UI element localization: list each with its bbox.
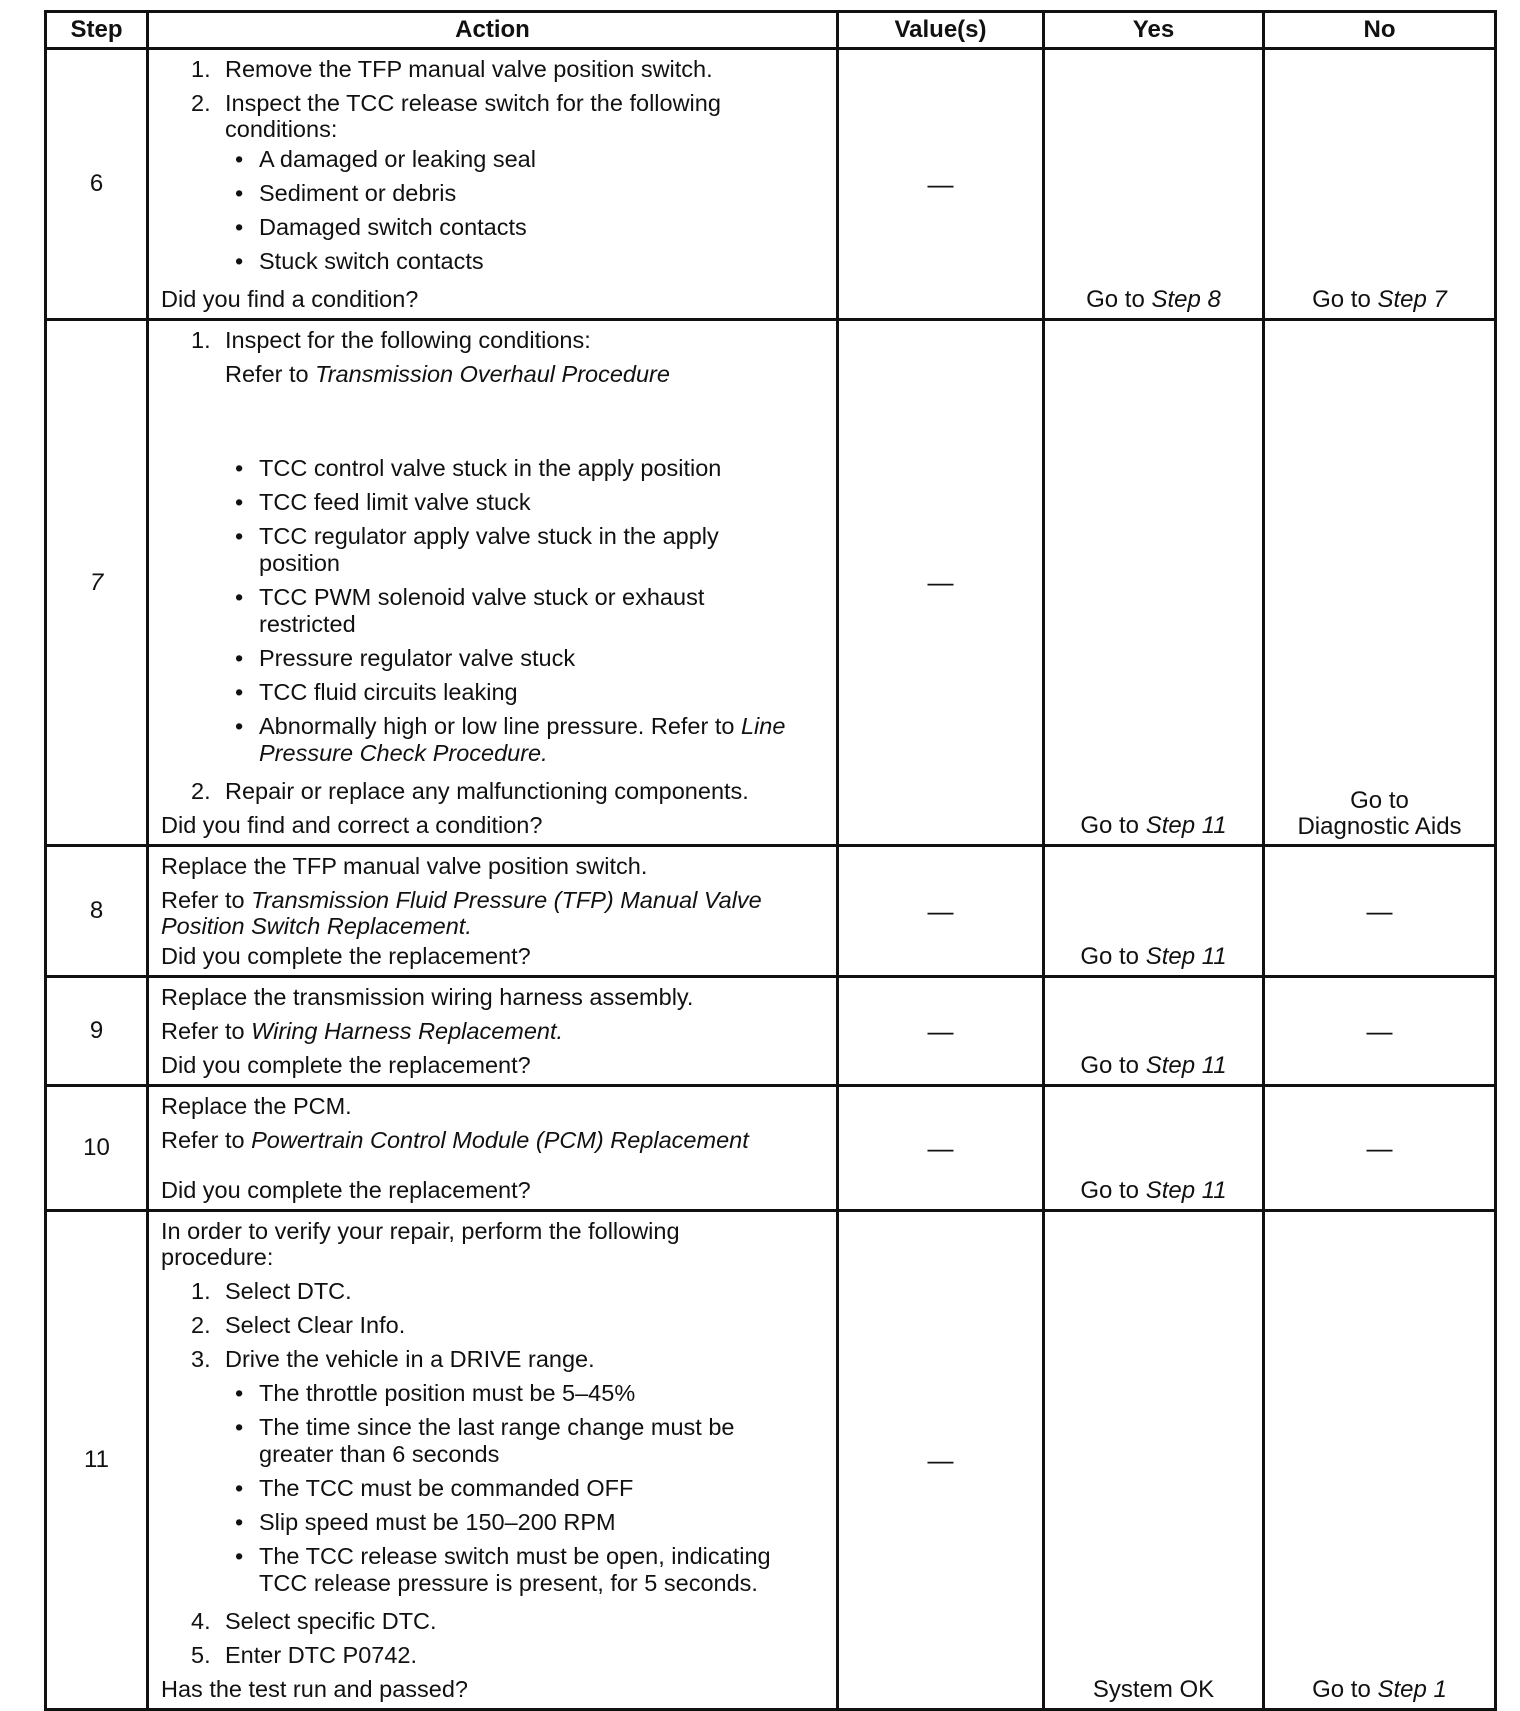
header-no: No — [1264, 12, 1496, 49]
yes-cell: Go to Step 11 — [1044, 1086, 1264, 1211]
question: Did you complete the replacement? — [161, 1052, 531, 1078]
no-cell: Go to Diagnostic Aids — [1264, 320, 1496, 846]
action-item: 1. Remove the TFP manual valve position switch. — [191, 56, 713, 82]
bullet-item: • TCC fluid circuits leaking — [161, 679, 828, 706]
no-cell: — — [1264, 977, 1496, 1086]
step-number: 7 — [46, 320, 148, 846]
value-cell: — — [838, 977, 1044, 1086]
header-yes: Yes — [1044, 12, 1264, 49]
bullet-item: • The throttle position must be 5–45% — [161, 1380, 828, 1407]
no-cell: Go to Step 1 — [1264, 1211, 1496, 1710]
yes-cell: Go to Step 11 — [1044, 846, 1264, 977]
value-cell: — — [838, 49, 1044, 320]
step-link[interactable]: Step 8 — [1151, 286, 1221, 313]
bullet-item: • TCC regulator apply valve stuck in the apply position — [161, 523, 828, 577]
table-row-step-6 — [46, 49, 1496, 320]
step-number: 10 — [46, 1086, 148, 1211]
action-cell — [148, 846, 838, 977]
table-row-step-8 — [46, 846, 1496, 977]
table-row-step-7 — [46, 320, 1496, 846]
reference-link[interactable]: Transmission Fluid Pressure (TFP) Manual Valve Position Switch Replacement. — [161, 887, 762, 939]
bullet-item: • The TCC release switch must be open, indicating TCC release pressure is present, for 5 seconds. — [161, 1543, 828, 1597]
refer-line: Refer to Powertrain Control Module (PCM) Replacement — [161, 1127, 749, 1153]
step-number: 11 — [46, 1211, 148, 1710]
bullet-item: • TCC feed limit valve stuck — [161, 489, 828, 516]
action-cell — [148, 49, 838, 320]
bullet-item: • Damaged switch contacts — [161, 214, 828, 241]
bullet-item: • The time since the last range change must be greater than 6 seconds — [161, 1414, 828, 1468]
table-row-step-11 — [46, 1211, 1496, 1710]
intro-text: In order to verify your repair, perform the following procedure: — [161, 1218, 680, 1270]
step-link[interactable]: Step 7 — [1377, 286, 1447, 313]
action-item: 5. Enter DTC P0742. — [191, 1642, 418, 1668]
question: Did you complete the replacement? — [161, 1177, 531, 1203]
question: Did you find a condition? — [161, 286, 419, 312]
no-cell: Go to Step 7 — [1264, 49, 1496, 320]
bullet-item: • The TCC must be commanded OFF — [161, 1475, 828, 1502]
bullet-item: • TCC PWM solenoid valve stuck or exhaust restricted — [161, 584, 828, 638]
yes-cell: Go to Step 11 — [1044, 977, 1264, 1086]
action-cell — [148, 1211, 838, 1710]
reference-link[interactable]: Line Pressure Check Procedure. — [259, 713, 786, 766]
action-item: 1. Select DTC. — [191, 1278, 352, 1304]
action-cell — [148, 320, 838, 846]
step-number: 6 — [46, 49, 148, 320]
refer-line: Refer to Wiring Harness Replacement. — [161, 1018, 564, 1044]
action-text: Replace the TFP manual valve position switch. — [161, 853, 648, 879]
header-action: Action — [148, 12, 838, 49]
step-link[interactable]: Step 11 — [1145, 812, 1227, 839]
action-item: 4. Select specific DTC. — [191, 1608, 437, 1634]
header-step: Step — [46, 12, 148, 49]
step-link[interactable]: Step 11 — [1145, 1177, 1227, 1204]
bullet-item: • Abnormally high or low line pressure. Refer to Line Pressure Check Procedure. — [161, 713, 828, 767]
table-row-step-9 — [46, 977, 1496, 1086]
refer-line: Refer to Transmission Fluid Pressure (TFP) Manual Valve Position Switch Replacement. — [161, 887, 762, 939]
bullet-item: • Slip speed must be 150–200 RPM — [161, 1509, 828, 1536]
value-cell: — — [838, 1211, 1044, 1710]
yes-cell: Go to Step 11 — [1044, 320, 1264, 846]
bullet-item: • TCC control valve stuck in the apply position — [161, 455, 828, 482]
step-number: 8 — [46, 846, 148, 977]
yes-cell: System OK — [1044, 1211, 1264, 1710]
reference-link[interactable]: Transmission Overhaul Procedure — [315, 361, 670, 387]
refer-line: Refer to Transmission Overhaul Procedure — [225, 361, 670, 387]
bullet-item: • A damaged or leaking seal — [161, 146, 828, 173]
value-cell: — — [838, 846, 1044, 977]
reference-link[interactable]: Wiring Harness Replacement. — [251, 1018, 564, 1044]
reference-link[interactable]: Powertrain Control Module (PCM) Replacement — [251, 1127, 749, 1153]
bullet-item: • Pressure regulator valve stuck — [161, 645, 828, 672]
diagnostic-table-page — [44, 10, 1494, 1711]
bullet-item: • Sediment or debris — [161, 180, 828, 207]
action-item: 2. Inspect the TCC release switch for the following conditions: — [191, 90, 721, 142]
table-row-step-10 — [46, 1086, 1496, 1211]
bullet-item: • Stuck switch contacts — [161, 248, 828, 275]
action-text: Replace the PCM. — [161, 1093, 352, 1119]
action-cell — [148, 977, 838, 1086]
diagnostic-table — [44, 10, 1497, 1711]
value-cell: — — [838, 320, 1044, 846]
step-link[interactable]: Step 1 — [1377, 1676, 1447, 1703]
action-text: Replace the transmission wiring harness assembly. — [161, 984, 694, 1010]
header-values: Value(s) — [838, 12, 1044, 49]
header-row — [46, 12, 1496, 49]
question: Did you complete the replacement? — [161, 943, 531, 969]
action-item: 1. Inspect for the following conditions: — [191, 327, 591, 353]
yes-cell: Go to Step 8 — [1044, 49, 1264, 320]
no-cell: — — [1264, 846, 1496, 977]
no-cell: — — [1264, 1086, 1496, 1211]
question: Has the test run and passed? — [161, 1676, 469, 1702]
value-cell: — — [838, 1086, 1044, 1211]
diagnostic-aids-link[interactable]: Diagnostic Aids — [1297, 813, 1462, 840]
step-number: 9 — [46, 977, 148, 1086]
action-item: 2. Select Clear Info. — [191, 1312, 406, 1338]
step-link[interactable]: Step 11 — [1145, 1052, 1227, 1079]
action-cell — [148, 1086, 838, 1211]
action-item: 2. Repair or replace any malfunctioning components. — [191, 778, 749, 804]
question: Did you find and correct a condition? — [161, 812, 543, 838]
step-link[interactable]: Step 11 — [1145, 943, 1227, 970]
action-item: 3. Drive the vehicle in a DRIVE range. — [191, 1346, 595, 1372]
